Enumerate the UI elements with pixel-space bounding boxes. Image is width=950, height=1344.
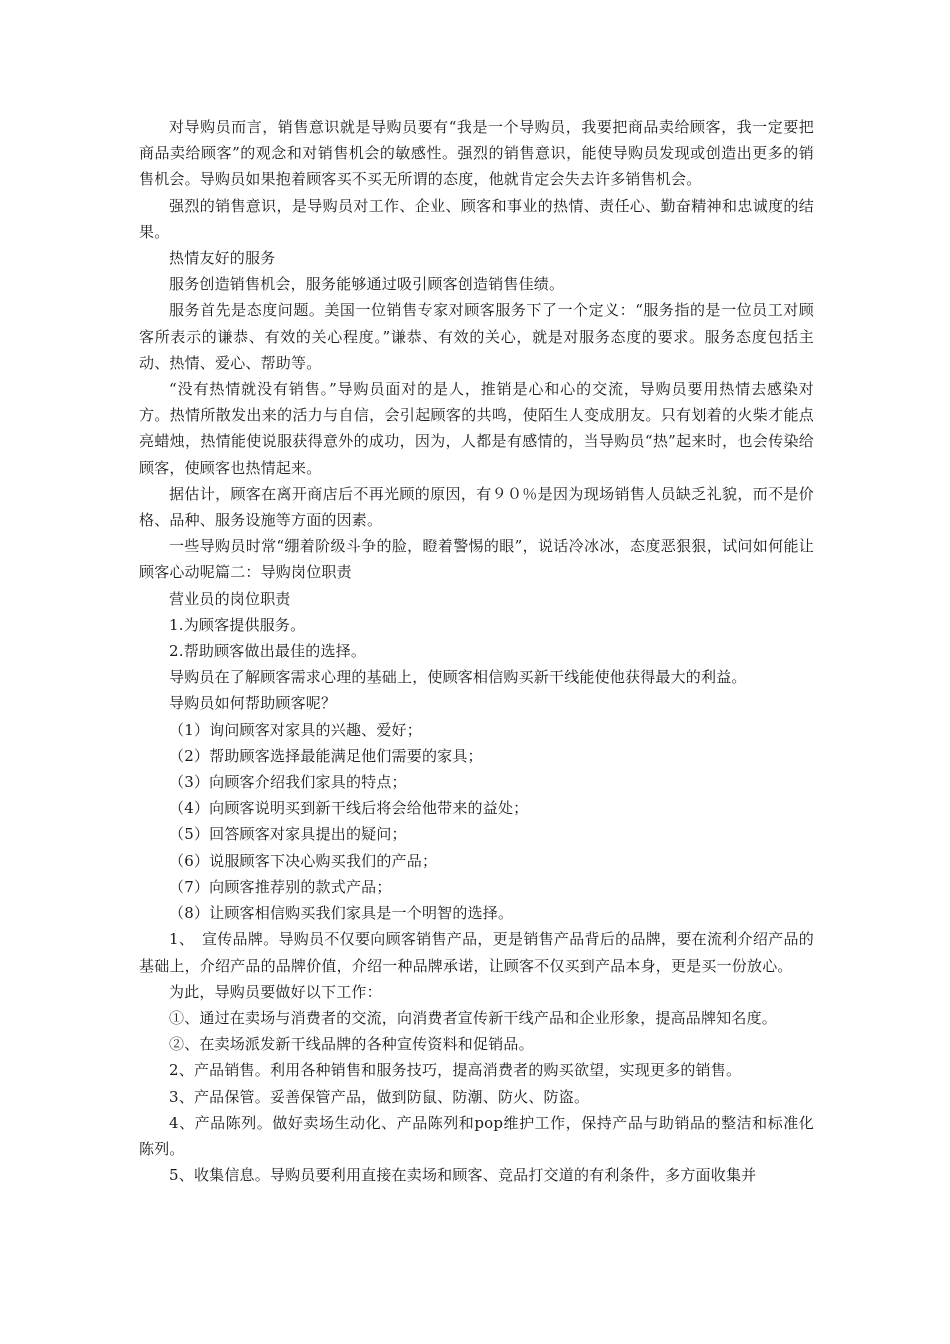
paragraph: 强烈的销售意识，是导购员对工作、企业、顾客和事业的热情、责任心、勤奋精神和忠诚度的结果。: [139, 196, 814, 241]
paragraph: 服务创造销售机会，服务能够通过吸引顾客创造销售佳绩。: [169, 275, 565, 294]
paragraph: 2、产品销售。利用各种销售和服务技巧，提高消费者的购买欲望，实现更多的销售。: [169, 1061, 742, 1080]
paragraph: 服务首先是态度问题。美国一位销售专家对顾客服务下了一个定义：“服务指的是一位员工对顾客所表示的谦恭、有效的关心程度。”谦恭、有效的关心，就是对服务态度的要求。服务态度包括主动、热情、爱心、帮助等。: [139, 301, 814, 372]
list-item: （3）向顾客介绍我们家具的特点；: [169, 773, 407, 792]
paragraph: 导购员在了解顾客需求心理的基础上，使顾客相信购买新干线能使他获得最大的利益。: [169, 668, 747, 687]
list-item: （6）说服顾客下决心购买我们的产品；: [169, 851, 438, 870]
list-item: 2.帮助顾客做出最佳的选择。: [169, 642, 367, 661]
paragraph: 导购员如何帮助顾客呢？: [169, 694, 337, 713]
list-item: （1）询问顾客对家具的兴趣、爱好；: [169, 720, 422, 739]
list-item: （5）回答顾客对家具提出的疑问；: [169, 825, 407, 844]
list-item: 1.为顾客提供服务。: [169, 615, 306, 634]
document-body: [139, 114, 814, 1188]
list-item: （2）帮助顾客选择最能满足他们需要的家具；: [169, 746, 483, 765]
list-item: （8）让顾客相信购买我们家具是一个明智的选择。: [169, 904, 514, 923]
section-heading: 营业员的岗位职责: [169, 589, 291, 608]
paragraph: 4、产品陈列。做好卖场生动化、产品陈列和pop维护工作，保持产品与助销品的整洁和标准化陈列。: [139, 1113, 814, 1158]
paragraph: 5、收集信息。导购员要利用直接在卖场和顾客、竞品打交道的有利条件，多方面收集并: [169, 1166, 757, 1185]
list-item: （4）向顾客说明买到新干线后将会给他带来的益处；: [169, 799, 529, 818]
paragraph: 一些导购员时常“绷着阶级斗争的脸，瞪着警惕的眼”，说话冷冰冰，态度恶狠狠，试问如何能让顾客心动呢篇二：导购岗位职责: [139, 537, 814, 582]
paragraph: 为此，导购员要做好以下工作：: [169, 982, 382, 1001]
paragraph: “没有热情就没有销售。”导购员面对的是人，推销是心和心的交流，导购员要用热情去感染对方。热情所散发出来的活力与自信，会引起顾客的共鸣，使陌生人变成朋友。只有划着的火柴才能点亮蜡烛，热情能使说服获得意外的成功，因为，人都是有感情的，当导购员“热”起来时，也会传染给顾客，使顾客也热情起来。: [139, 380, 814, 477]
list-item: ①、通过在卖场与消费者的交流，向消费者宣传新干线产品和企业形象，提高品牌知名度。: [169, 1008, 778, 1027]
paragraph: 3、产品保管。妥善保管产品，做到防鼠、防潮、防火、防盗。: [169, 1087, 590, 1106]
paragraph: 据估计，顾客在离开商店后不再光顾的原因，有９０％是因为现场销售人员缺乏礼貌，而不是价格、品种、服务设施等方面的因素。: [139, 484, 814, 530]
paragraph: 对导购员而言，销售意识就是导购员要有“我是一个导购员，我要把商品卖给顾客，我一定要把商品卖给顾客”的观念和对销售机会的敏感性。强烈的销售意识，能使导购员发现或创造出更多的销售机会。导购员如果抱着顾客买不买无所谓的态度，他就肯定会失去许多销售机会。: [139, 118, 814, 189]
list-item: ②、在卖场派发新干线品牌的各种宣传资料和促销品。: [169, 1035, 534, 1054]
paragraph: 1、 宣传品牌。导购员不仅要向顾客销售产品，更是销售产品背后的品牌，要在流利介绍产品的基础上，介绍产品的品牌价值，介绍一种品牌承诺，让顾客不仅买到产品本身，更是买一份放心。: [139, 930, 814, 975]
list-item: （7）向顾客推荐别的款式产品；: [169, 877, 392, 896]
section-heading: 热情友好的服务: [169, 249, 276, 268]
